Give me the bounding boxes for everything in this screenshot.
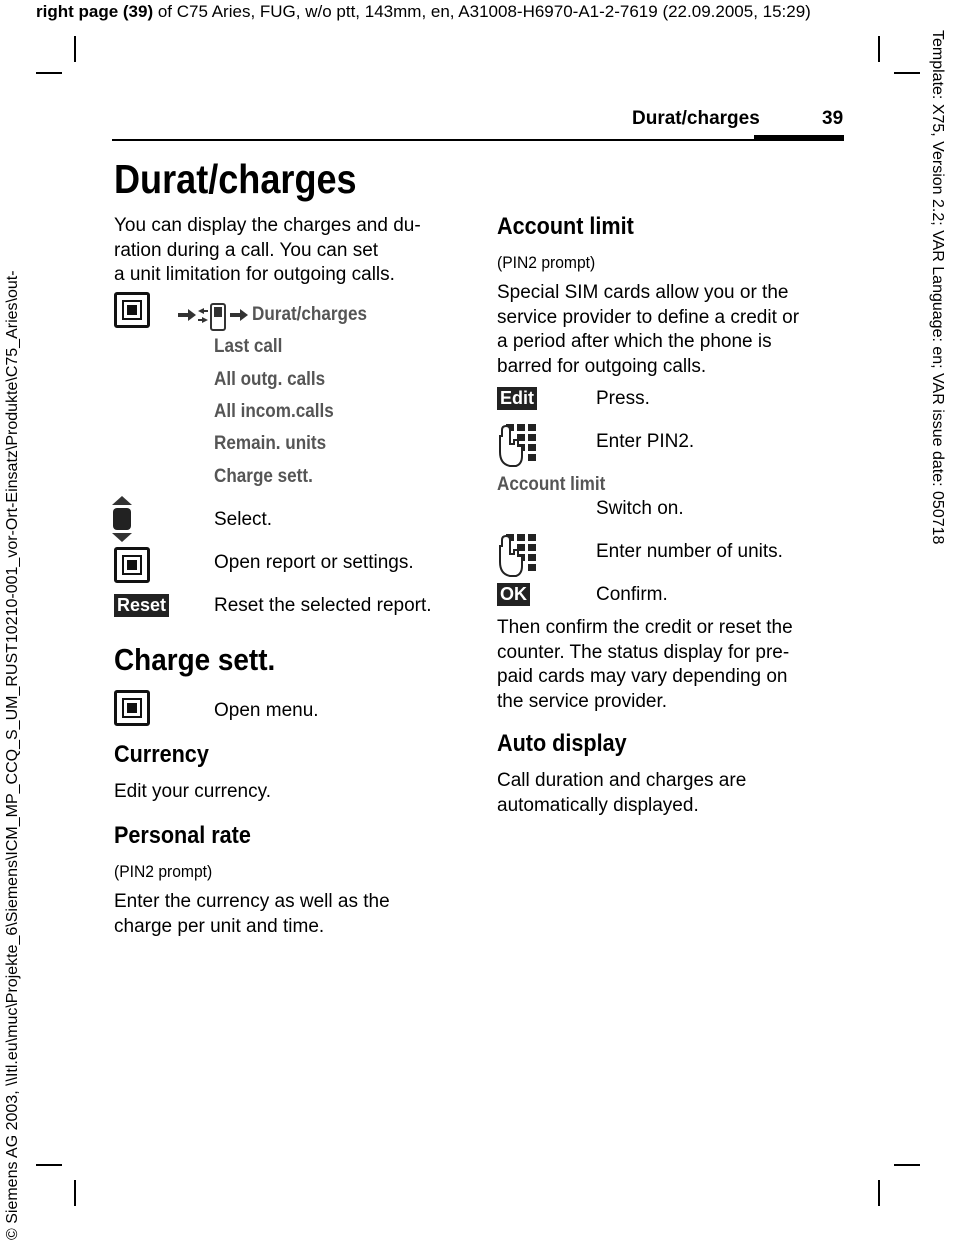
text-line: barred for outgoing calls.: [497, 355, 707, 377]
reset-softkey: Reset: [114, 594, 169, 617]
text-line: Call duration and charges are: [497, 770, 747, 791]
menu-item-last-call: Last call: [214, 336, 283, 357]
account-limit-menu-label: Account limit: [497, 474, 606, 495]
text-line: Special SIM cards allow you or the: [497, 282, 789, 303]
open-menu-text: Open menu.: [214, 700, 319, 721]
personal-rate-text: [114, 890, 390, 939]
account-limit-after-text: [497, 616, 793, 714]
header-rule: [112, 139, 844, 141]
print-meta-bold: right page (39): [36, 2, 154, 21]
header-rule-accent: [754, 135, 844, 140]
switch-on-text: Switch on.: [596, 498, 684, 519]
text-line: counter. The status display for pre-: [497, 641, 790, 663]
press-text: Press.: [596, 388, 650, 409]
crop-mark: [36, 72, 62, 74]
navigation-key-icon: [111, 496, 133, 542]
menu-item-all-outg: All outg. calls: [214, 369, 326, 390]
keypad-icon: [496, 422, 540, 468]
menu-path-label: Durat/charges: [252, 304, 368, 325]
crop-mark: [894, 1164, 920, 1166]
right-side-template: Template: X75, Version 2.2; VAR Language: en; VAR issue date: 050718: [929, 30, 946, 545]
currency-heading: Currency: [114, 741, 209, 768]
menu-key-icon: [114, 690, 150, 726]
charge-sett-heading: Charge sett.: [114, 642, 276, 677]
crop-mark: [878, 36, 880, 62]
crop-mark: [36, 1164, 62, 1166]
pin2-prompt-note: (PIN2 prompt): [497, 253, 596, 272]
crop-mark: [878, 1180, 880, 1206]
text-line: the service provider.: [497, 690, 668, 712]
left-side-path: © Siemens AG 2003, \\Itl.eu\muc\Projekte_6\Siemens\ICM_MP_CCQ_S_UM_RUST10210-001_vor-Ort-Einsatz\Produkte\C75_Aries\out-: [4, 270, 21, 1240]
running-header-title: Durat/charges: [632, 108, 760, 129]
select-text: Select.: [214, 509, 273, 530]
crop-mark: [74, 36, 76, 62]
keypad-icon: [496, 532, 540, 578]
menu-path-icon: [178, 302, 250, 332]
text-line: Then confirm the credit or reset the: [497, 617, 793, 638]
account-limit-text: [497, 281, 799, 379]
account-limit-heading: Account limit: [497, 213, 634, 240]
menu-key-icon: [114, 292, 150, 328]
text-line: a period after which the phone is: [497, 331, 772, 352]
auto-display-text: [497, 769, 746, 818]
page-title: Durat/charges: [114, 156, 357, 202]
menu-key-icon: [114, 547, 150, 583]
enter-units-text: Enter number of units.: [596, 541, 783, 562]
text-line: Enter the currency as well as the: [114, 891, 390, 912]
crop-mark: [894, 72, 920, 74]
enter-pin2-text: Enter PIN2.: [596, 431, 695, 452]
text-line: charge per unit and time.: [114, 915, 325, 937]
edit-softkey: Edit: [497, 387, 537, 410]
personal-rate-heading: Personal rate: [114, 822, 251, 849]
confirm-text: Confirm.: [596, 584, 668, 605]
text-line: paid cards may vary depending on: [497, 666, 788, 687]
page-number: 39: [822, 108, 844, 129]
crop-mark: [74, 1180, 76, 1206]
pin2-prompt-note: (PIN2 prompt): [114, 862, 213, 881]
menu-item-all-incom: All incom.calls: [214, 401, 334, 422]
auto-display-heading: Auto display: [497, 730, 627, 757]
ok-softkey: OK: [497, 583, 530, 606]
open-report-text: Open report or settings.: [214, 552, 414, 573]
menu-item-remain-units: Remain. units: [214, 433, 327, 454]
print-meta-text: of C75 Aries, FUG, w/o ptt, 143mm, en, A31008-H6970-A1-2-7619 (22.09.2005, 15:29): [153, 2, 811, 21]
intro-text: [114, 214, 421, 288]
intro-line: ration during a call. You can set: [114, 239, 379, 261]
text-line: service provider to define a credit or: [497, 306, 800, 328]
reset-text: Reset the selected report.: [214, 595, 432, 616]
currency-text: Edit your currency.: [114, 781, 271, 802]
print-meta-line: [36, 2, 811, 22]
menu-item-charge-sett: Charge sett.: [214, 466, 313, 487]
intro-line: a unit limitation for outgoing calls.: [114, 264, 395, 285]
intro-line: You can display the charges and du-: [114, 215, 421, 236]
text-line: automatically displayed.: [497, 794, 699, 816]
